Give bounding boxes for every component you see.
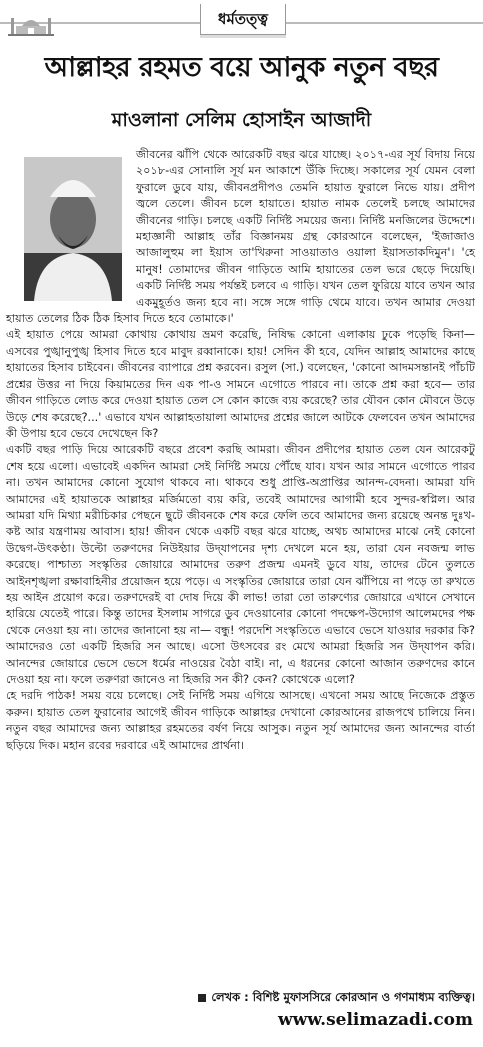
section-label: ধর্মতত্ত্ব	[200, 4, 286, 35]
author-note-label: লেখক :	[211, 990, 249, 1004]
author-note-text: বিশিষ্ট মুফাসসিরে কোরআন ও গণমাধ্যম ব্যক্তিত্ব।	[252, 990, 475, 1004]
paragraph: হে দরদি পাঠক! সময় বয়ে চলেছে। সেই নির্দিষ্ট সময় এগিয়ে আসছে। এখনো সময় আছে নিজেকে প্রস্তুত করুন। হায়াত তেল ফুরানোর আগেই জীবন গাড়িকে আল্লাহর দেখানো কোরআনের রাজপথে চালিয়ে নিন। নতুন বছর আমাদের জন্য আল্লাহর রহমতের বর্ষণ নিয়ে আসুক। নতুন সূর্য আমাদের জন্য আনন্দের বার্তা ছড়িয়ে দিক। মহান রবের দরবারে এই আমাদের প্রার্থনা।	[6, 689, 475, 752]
author-photo	[24, 157, 122, 301]
square-bullet-icon	[198, 994, 206, 1002]
author-note	[6, 988, 475, 1006]
paragraph: একটি বছর পাড়ি দিয়ে আরেকটি বছরে প্রবেশ করছি আমরা। জীবন প্রদীপের হায়াত তেল যেন আরেকটু শেষ হয়ে এলো। এভাবেই একদিন আমরা সেই নির্দিষ্ট সময়ে পৌঁছে যাব। যখন আর সামনে এগোতে পারব না। তখন আমাদের কোনো সুযোগ থাকবে না। থাকবে শুধু প্রাপ্তি-অপ্রাপ্তির আনন্দ-বেদনা। আমরা যদি আমাদের এই হায়াতকে আল্লাহর মর্জিমতো ব্যয় করি, তবেই আমাদের আগামী হবে সুন্দর-স্বপ্নিল। আর আমরা যদি মিথ্যা মরীচিকার পেছনে ছুটে জীবনকে শেষ করে ফেলি তবে আমাদের জন্য রয়েছে অনন্ত দুঃখ-কষ্ট আর যন্ত্রণাময় আবাস। হায়! জীবন থেকে একটি বছর ঝরে যাচ্ছে, অথচ আমাদের মাঝে নেই কোনো উদ্বেগ-উৎকণ্ঠা। উল্টো তরুণদের নিউইয়ার উদ্‌যাপনের দৃশ্য দেখলে মনে হয়, তারা যেন নবজন্ম লাভ করেছে। পাশ্চাত্য সংস্কৃতির জোয়ারে আমাদের তরুণ প্রজন্ম এমনই ডুবে যায়, তাদের টেনে তুলতে আইনশৃঙ্খলা রক্ষাবাহিনীর প্রয়োজন হয়ে পড়ে। এ সংস্কৃতির জোয়ারে তারা যেন ঝাঁপিয়ে না পড়ে তা রুখতে হয় আইন প্রয়োগ করে। তরুণদেরই বা দোষ দিয়ে কী লাভ! তারা তো তারুণ্যের জোয়ারে এখানে সেখানে হারিয়ে যেতেই পারে। কিন্তু তাদের ইসলাম সাগরে ডুব দেওয়ানোর কোনো পদক্ষেপ-উদ্যোগ আলেমদের পক্ষ থেকে নেওয়া হয় না। তাদের জানানো হয় না— বন্ধু! পরদেশি সংস্কৃতিতে এভাবে ভেসে যাওয়ার দরকার কি? আমাদেরও তো একটি হিজরি সন আছে। এসো উৎসবের রং মেখে আমরা হিজরি সন উদ্‌যাপন করি। আনন্দের জোয়ারে ভেসে ভেসে ধর্মের নাওয়ের বৈঠা বাই। না, এ ধরনের কোনো আজান তরুণদের কানে দেওয়া হয় না। ফলে তরুণরা জানেও না হিজরি সন কী? কেন? কোথেকে এলো?	[6, 443, 476, 686]
author-name: মাওলানা সেলিম হোসাইন আজাদী	[111, 109, 372, 131]
mosque-icon	[8, 12, 54, 36]
paragraph: জীবনের ঝাঁপি থেকে আরেকটি বছর ঝরে যাচ্ছে। ২০১৭-এর সূর্য বিদায় নিয়ে ২০১৮-এর সোনালি সূর্য মন আকাশে উঁকি দিচ্ছে। সকালের সূর্য যেমন বেলা ফুরালে ডুবে যায়, জীবনপ্রদীপও তেমনি হায়াত ফুরালে নিভে যায়। প্রদীপ জ্বলে তেলে। জীবন চলে হায়াতে। হায়াত নামক তেলেই চলছে আমাদের জীবনের গাড়ি। চলছে একটি নির্দিষ্ট সময়ের জন্য। নির্দিষ্ট মনজিলের উদ্দেশে। মহাজ্ঞানী আল্লাহ তাঁর বিজ্ঞানময় গ্রন্থ কোরআনে বলেছেন, 'ইজাজাও আজালুহুম লা ইয়াস তা'খিরুনা সাওয়াতাও ওয়ালা ইয়াসতাকদিমুন'। 'হে মানুষ! তোমাদের জীবন গাড়িতে আমি হায়াতের তেল ভরে ছেড়ে দিয়েছি। একটি নির্দিষ্ট সময় পর্যন্তই চলবে এ গাড়ি। যখন তেল ফুরিয়ে যাবে তখন আর একমুহূর্তও জন্য হবে না। সঙ্গে সঙ্গে গাড়ি থেমে যাবে। তখন আমার দেওয়া হায়াত তেলের ঠিক ঠিক হিসাব দিতে হবে তোমাকে।'	[6, 148, 475, 326]
website-url: www.selimazadi.com	[277, 1010, 473, 1030]
paragraph: এই হায়াত পেয়ে আমরা কোথায় কোথায় ভ্রমণ করেছি, নিষিদ্ধ কোনো এলাকায় ঢুকে পড়েছি কিনা— এসবের পুঙ্খানুপুঙ্খ হিসাব দিতে হবে মাবুদ রব্বানাকে। হায়! সেদিন কী হবে, যেদিন আল্লাহ আমাদের কাছে হায়াতের হিসাব চাইবেন। জীবনের ব্যাপারে প্রশ্ন করবেন। রসুল (সা.) বলেছেন, 'কোনো আদমসন্তানই পাঁচটি প্রশ্নের উত্তর না দিয়ে কিয়ামতের দিন এক পা-ও সামনে এগোতে পারবে না। তাকে প্রশ্ন করা হবে— তার জীবন গাড়িতে লোড করে দেওয়া হায়াত তেল সে কোন কাজে ব্যয় করেছে? তার যৌবন কোন মৌবনে উড়ে উড়ে শেষ করেছে?...' এভাবে যখন আল্লাহতায়ালা আমাদের প্রশ্নের জালে আটকে ফেলবেন তখন আমাদের কী উপায় হবে ভেবে দেখেছেন কি?	[6, 328, 475, 440]
article-headline: আল্লাহর রহমত বয়ে আনুক নতুন বছর	[44, 52, 439, 83]
